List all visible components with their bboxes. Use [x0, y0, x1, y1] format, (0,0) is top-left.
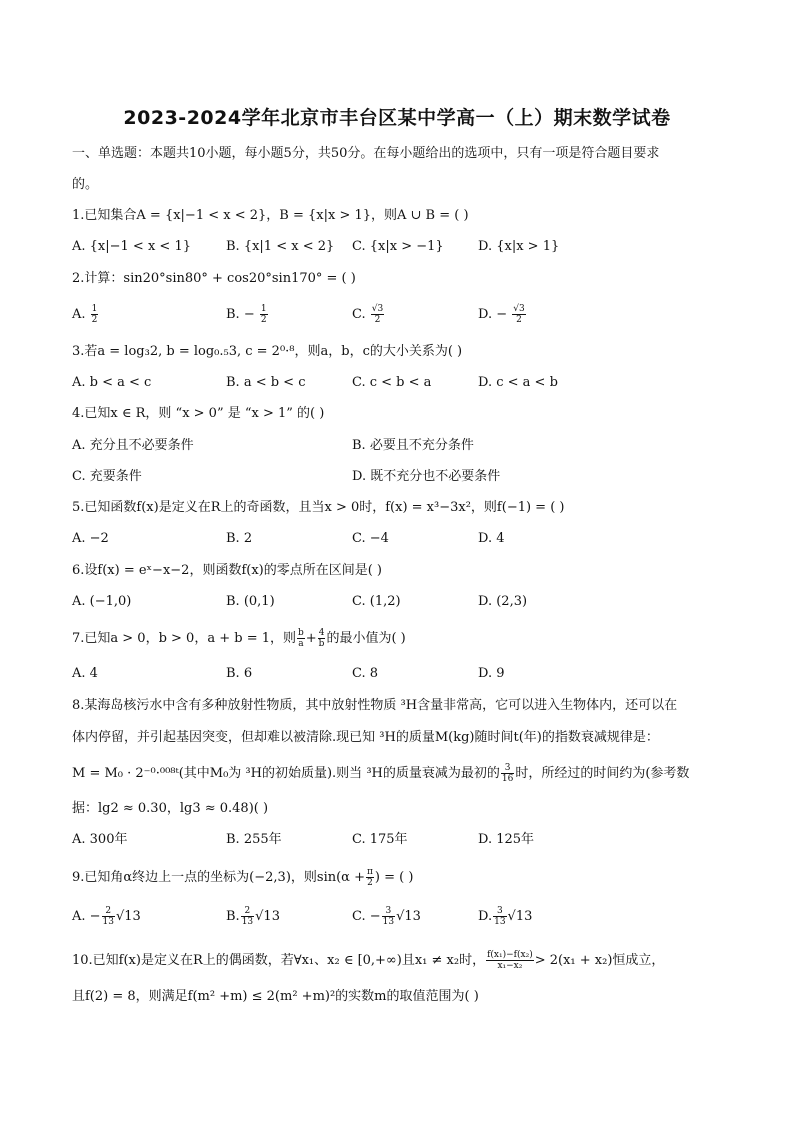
q8-option-b: B. 255年 — [226, 832, 282, 847]
q2-option-a: A. $\frac{1}{2}$ — [72, 304, 98, 325]
q4-option-a: A. 充分且不必要条件 — [72, 438, 194, 453]
fraction: $\frac{3}{13}$ — [382, 906, 395, 927]
q4-option-d: D. 既不充分也不必要条件 — [352, 469, 501, 484]
q8-option-c: C. 175年 — [352, 832, 408, 847]
q5-option-c: C. −4 — [352, 531, 389, 546]
question-2-stem: 2.计算：sin20°sin80° + cos20°sin170° = ( ) — [72, 271, 356, 286]
q7-option-d: D. 9 — [478, 666, 505, 681]
q3-option-d: D. c < a < b — [478, 375, 558, 390]
question-8-line2: 体内停留，并引起基因突变，但却难以被清除.现已知 ³H的质量M(kg)随时间t(年)的指数衰减规律是： — [72, 730, 659, 745]
q2-option-d: D. − $\frac{√3}{2}$ — [478, 304, 525, 325]
q6-option-b: B. (0,1) — [226, 594, 275, 609]
q9-option-d: D. $\frac{3}{13}$ √13 — [478, 906, 533, 927]
q6-option-c: C. (1,2) — [352, 594, 401, 609]
question-1-stem: 1.已知集合A = {x|−1 < x < 2}，B = {x|x > 1}，则A ∪ B = ( ) — [72, 208, 469, 223]
q5-option-b: B. 2 — [226, 531, 253, 546]
q3-option-c: C. c < b < a — [352, 375, 432, 390]
question-8-line3: M = M₀ · 2⁻⁰·⁰⁰⁸ᵗ(其中M₀为 ³H的初始质量).则当 ³H的质量衰减为最初的 $\frac{3}{16}$ 时，所经过的时间约为(参考数 — [72, 763, 690, 784]
q5-option-a: A. −2 — [72, 531, 109, 546]
q7-option-a: A. 4 — [72, 666, 98, 681]
q4-option-b: B. 必要且不充分条件 — [352, 438, 474, 453]
q3-option-b: B. a < b < c — [226, 375, 306, 390]
question-10-line1: 10.已知f(x)是定义在R上的偶函数，若∀x₁、x₂ ∈ [0,+∞)且x₁ ≠ x₂时， $\frac{\text{f(x₁)−f(x₂)}}{\text{x₁−x₂}}$ > 2(x₁ + x₂)恒成立， — [72, 950, 665, 971]
fraction: $\frac{2}{13}$ — [241, 906, 254, 927]
fraction: $\frac{b}{a}$ — [298, 628, 304, 649]
q6-option-a: A. (−1,0) — [72, 594, 132, 609]
q2-option-c: C. $\frac{√3}{2}$ — [352, 304, 384, 325]
fraction: $\frac{√3}{2}$ — [371, 304, 384, 325]
q3-option-a: A. b < a < c — [72, 375, 152, 390]
fraction: $\frac{4}{b}$ — [318, 628, 325, 649]
q5-option-d: D. 4 — [478, 531, 505, 546]
q8-option-d: D. 125年 — [478, 832, 535, 847]
fraction: $\frac{√3}{2}$ — [513, 304, 525, 325]
page-title: 2023-2024学年北京市丰台区某中学高一（上）期末数学试卷 — [123, 107, 671, 129]
q1-option-d: D. {x|x > 1} — [478, 239, 560, 254]
q8-option-a: A. 300年 — [72, 832, 128, 847]
q9-option-a: A. − $\frac{2}{13}$ √13 — [72, 906, 141, 927]
q1-option-a: A. {x|−1 < x < 1} — [72, 239, 191, 254]
fraction: $\frac{3}{13}$ — [494, 906, 506, 927]
q1-option-b: B. {x|1 < x < 2} — [226, 239, 335, 254]
question-10-line2: 且f(2) = 8，则满足f(m² +m) ≤ 2(m² +m)²的实数m的取值范围为( ) — [72, 989, 479, 1004]
question-6-stem: 6.设f(x) = eˣ−x−2，则函数f(x)的零点所在区间是( ) — [72, 563, 383, 578]
question-4-stem: 4.已知x ∈ R，则 “x > 0” 是 “x > 1” 的( ) — [72, 406, 325, 421]
question-7-stem: 7.已知a > 0，b > 0，a + b = 1，则 $\frac{b}{a}$ + $\frac{4}{b}$ 的最小值为( ) — [72, 628, 406, 649]
q4-option-c: C. 充要条件 — [72, 469, 142, 484]
question-9-stem: 9.已知角α终边上一点的坐标为(−2,3)，则sin(α + $\frac{\pi}{2}$ ) = ( ) — [72, 867, 414, 888]
question-3-stem: 3.若a = log₃2, b = log₀.₅3, c = 2⁰·⁸，则a，b，c的大小关系为( ) — [72, 344, 463, 359]
q9-option-c: C. − $\frac{3}{13}$ √13 — [352, 906, 421, 927]
question-8-line1: 8.某海岛核污水中含有多种放射性物质，其中放射性物质 ³H含量非常高，它可以进入生物体内，还可以在 — [72, 698, 678, 713]
fraction: $\frac{2}{13}$ — [102, 906, 114, 927]
fraction: $\frac{1}{2}$ — [260, 304, 267, 325]
section-heading-line1: 一、单选题：本题共10小题，每小题5分，共50分。在每小题给出的选项中，只有一项是符合题目要求 — [72, 146, 660, 161]
q2-option-b: B. − $\frac{1}{2}$ — [226, 304, 267, 325]
question-5-stem: 5.已知函数f(x)是定义在R上的奇函数，且当x > 0时，f(x) = x³−3x²，则f(−1) = ( ) — [72, 500, 565, 515]
q7-option-b: B. 6 — [226, 666, 253, 681]
q1-option-c: C. {x|x > −1} — [352, 239, 444, 254]
q9-option-b: B. $\frac{2}{13}$ √13 — [226, 906, 280, 927]
fraction: $\frac{\text{f(x₁)−f(x₂)}}{\text{x₁−x₂}}$ — [487, 950, 533, 971]
section-heading-line2: 的。 — [72, 177, 99, 192]
q6-option-d: D. (2,3) — [478, 594, 528, 609]
question-8-line4: 据：lg2 ≈ 0.30，lg3 ≈ 0.48)( ) — [72, 801, 269, 816]
fraction: $\frac{\pi}{2}$ — [366, 867, 373, 888]
q7-option-c: C. 8 — [352, 666, 379, 681]
fraction: $\frac{3}{16}$ — [501, 763, 514, 784]
fraction: $\frac{1}{2}$ — [91, 304, 98, 325]
